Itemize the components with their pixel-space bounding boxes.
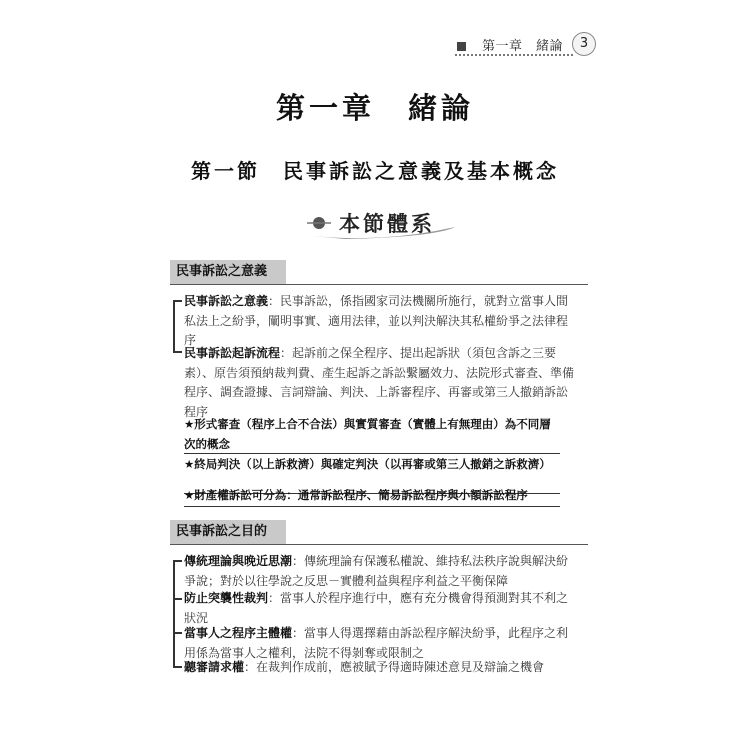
system-banner-label: 本節體系: [339, 212, 435, 236]
block1-note-1: ★形式審查（程序上合不合法）與實質審查（實體上有無理由）為不同層次的概念: [184, 417, 551, 451]
bracket-tick: [173, 300, 182, 302]
block1-bracket: [173, 300, 175, 352]
section-title: 第一節 民事訴訟之意義及基本概念: [191, 159, 559, 183]
chapter-title: 第一章 緒論: [275, 91, 474, 125]
note-underline: [184, 506, 560, 507]
entry-text: ：民事訴訟，係指國家司法機關所施行，就對立當事人間私法上之紛爭，闡明事實、適用法律，並以判決解決其私權紛爭之法律程序: [184, 294, 569, 347]
entry-text: ：當事人得選擇藉由訴訟程序解決紛爭，此程序之利用係為當事人之權利，法院不得剝奪或限制之: [184, 626, 569, 660]
running-header-chapter: 第一章 緒論: [482, 39, 564, 54]
entry-text: ：當事人於程序進行中，應有充分機會得預測對其不利之狀況: [184, 591, 569, 625]
system-banner: [305, 203, 475, 243]
running-header: [455, 28, 595, 58]
block2-heading: 民事訴訟之目的: [170, 520, 286, 544]
entry-text: ：在裁判作成前，應被賦予得適時陳述意見及辯論之機會: [244, 660, 545, 674]
block2-entry-1: [184, 552, 574, 591]
entry-text: ：起訴前之保全程序、提出起訴狀（須包含訴之三要素）、原告須預納裁判費、產生起訴之訴訟繫屬效力、法院形式審查、準備程序、調查證據、言詞辯論、判決、上訴審程序、再審或第三人撤銷訴訟程序: [184, 346, 575, 419]
bracket-tick: [173, 351, 182, 353]
header-square-mark: [457, 42, 466, 51]
entry-term: 民事訴訟起訴流程: [184, 346, 281, 360]
block2-bracket: [173, 560, 175, 666]
entry-term: 當事人之程序主體權: [184, 626, 293, 640]
entry-text: ：傳統理論有保護私權說、維持私法秩序說與解決紛爭說；對於以往學說之反思－實體利益與程序利益之平衡保障: [184, 554, 569, 588]
entry-term: 聽審請求權: [184, 660, 245, 674]
block1-heading-rule: [170, 284, 588, 285]
entry-term: 民事訴訟之意義: [184, 294, 269, 308]
block2-entry-2: [184, 589, 574, 628]
bracket-tick: [173, 632, 182, 634]
bracket-tick: [173, 598, 182, 600]
entry-term: 傳統理論與晚近思潮: [184, 554, 293, 568]
block1-note-3: ★財產權訴訟可分為：通常訴訟程序、簡易訴訟程序與小額訴訟程序: [184, 488, 528, 502]
entry-term: 防止突襲性裁判: [184, 591, 269, 605]
block1-heading: 民事訴訟之意義: [170, 260, 286, 284]
block2-entry-4: [184, 658, 574, 678]
note-underline: [184, 453, 560, 454]
page-number: 3: [572, 32, 596, 56]
block1-entry-1: [184, 292, 574, 351]
bracket-tick: [173, 666, 182, 668]
header-dotted-rule: [455, 54, 575, 56]
block1-note-2: ★終局判決（以上訴救濟）與確定判決（以再審或第三人撤銷之訴救濟）: [184, 457, 551, 471]
bracket-tick: [173, 560, 182, 562]
block1-entry-2: [184, 344, 574, 422]
block2-heading-rule: [170, 544, 588, 545]
